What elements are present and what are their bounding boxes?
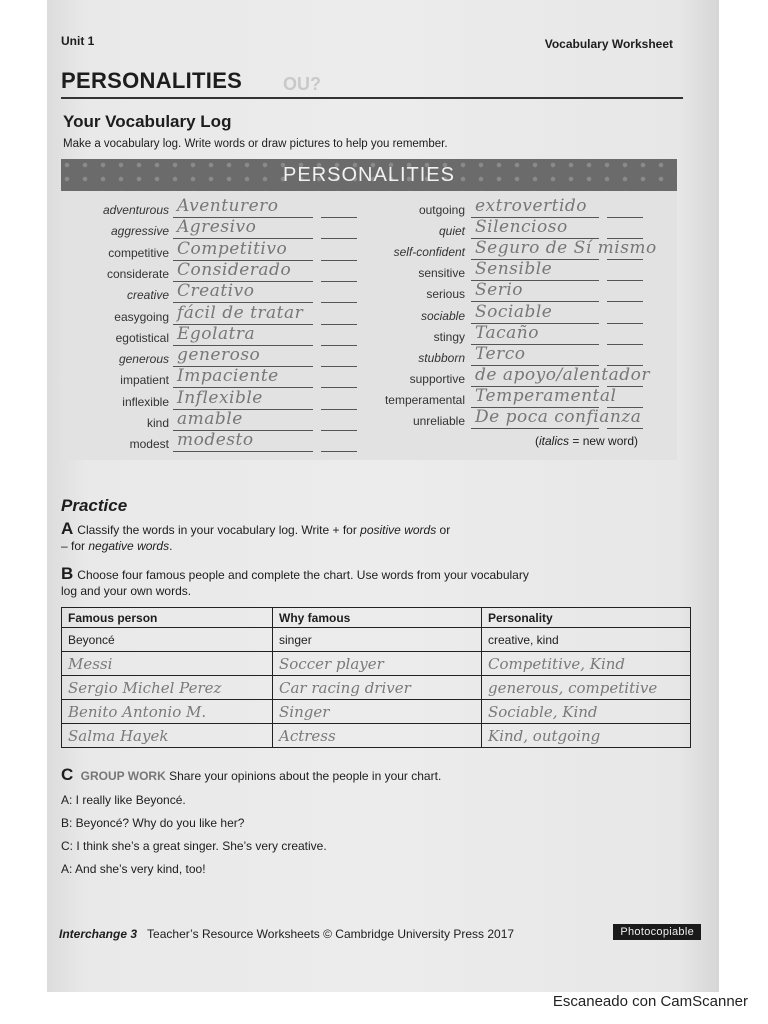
handwritten-answer: Terco — [475, 343, 526, 364]
vocab-log-instruction: Make a vocabulary log. Write words or draw pictures to help you remember. — [63, 138, 448, 150]
dialogue-line: A: I really like Beyoncé. — [61, 793, 186, 807]
chart-header-person: Famous person — [62, 608, 273, 628]
vocab-word: serious — [426, 287, 465, 302]
legend-prefix: ( — [535, 434, 539, 448]
unit-label: Unit 1 — [61, 34, 95, 48]
page-title: PERSONALITIES — [61, 68, 243, 93]
vocab-word: quiet — [438, 224, 465, 239]
vocab-row — [61, 301, 677, 326]
title-rule — [61, 97, 683, 99]
dialogue-line: A: And she’s very kind, too! — [61, 862, 206, 876]
exercise-c-letter: C — [61, 765, 74, 784]
chart-cell-why: Singer — [273, 700, 482, 724]
chart-row — [62, 700, 691, 724]
exercise-b-letter: B — [61, 564, 74, 583]
camscanner-watermark: Escaneado con CamScanner — [552, 993, 748, 1010]
worksheet-page — [47, 0, 719, 992]
vocab-word: easygoing — [114, 309, 169, 324]
exercise-b-text: Choose four famous people and complete the chart. Use words from your vocabulary log and your own words. — [61, 568, 529, 598]
exercise-a-text-3: – for — [61, 539, 89, 553]
vocab-word: sensitive — [418, 266, 465, 281]
vocab-word: self-confident — [393, 245, 465, 260]
handwritten-answer: Inflexible — [177, 387, 263, 408]
chart-cell-why: Actress — [273, 724, 482, 748]
handwritten-answer: Agresivo — [177, 217, 257, 238]
handwritten-answer: Serio — [475, 280, 524, 301]
vocab-banner: PERSONALITIES — [61, 159, 677, 191]
vocab-row — [61, 259, 677, 283]
dialogue-line: C: I think she’s a great singer. She’s very creative. — [61, 839, 327, 853]
photocopiable-badge: Photocopiable — [613, 924, 701, 940]
handwritten-answer: Temperamental — [475, 385, 617, 406]
vocab-word: competitive — [108, 245, 169, 260]
example-why: singer — [273, 628, 482, 652]
vocab-word: creative — [126, 288, 169, 303]
vocab-word: stubborn — [418, 350, 465, 365]
vocab-word: aggressive — [110, 224, 169, 239]
chart-cell-person: Messi — [62, 652, 273, 676]
vocab-log-heading: Your Vocabulary Log — [63, 112, 232, 131]
handwritten-answer: generoso — [177, 345, 261, 366]
handwritten-answer: Impaciente — [177, 366, 279, 387]
handwritten-answer: Tacaño — [475, 322, 539, 343]
chart-cell-why: Car racing driver — [273, 676, 482, 700]
chart-cell-personality: generous, competitive — [482, 676, 691, 700]
chart-cell-person: Benito Antonio M. — [62, 700, 273, 724]
vocab-word: supportive — [409, 371, 465, 386]
vocab-word: outgoing — [418, 203, 465, 217]
exercise-b — [61, 566, 541, 599]
vocab-word: unreliable — [412, 414, 465, 428]
chart-row — [62, 676, 691, 700]
vocab-row — [61, 238, 677, 262]
handwritten-answer: Competitivo — [177, 238, 288, 259]
chart-row — [62, 652, 691, 676]
handwritten-answer: Creativo — [177, 281, 255, 302]
negative-words-label: negative words — [88, 539, 170, 553]
vocab-row — [61, 280, 677, 304]
vocab-row — [61, 407, 677, 431]
vocab-word: sociable — [420, 308, 465, 323]
handwritten-answer: modesto — [177, 430, 254, 451]
vocab-word: adventurous — [102, 203, 169, 217]
chart-header-why: Why famous — [273, 608, 482, 628]
example-personality: creative, kind — [482, 628, 691, 652]
vocab-word: egotistical — [115, 330, 169, 345]
dialogue-line: B: Beyoncé? Why do you like her? — [61, 816, 245, 830]
practice-heading: Practice — [61, 496, 128, 515]
handwritten-answer: Considerado — [177, 259, 292, 280]
exercise-c — [61, 765, 441, 785]
legend-italic-word: italics — [539, 434, 570, 448]
chart-cell-person: Salma Hayek — [62, 724, 273, 748]
exercise-c-text: Share your opinions about the people in your chart. — [169, 769, 442, 783]
sign-line — [607, 259, 643, 260]
worksheet-type: Vocabulary Worksheet — [544, 37, 673, 51]
handwritten-answer: extrovertido — [475, 196, 588, 216]
footer-credit — [59, 927, 514, 941]
exercise-a-text-2: or — [436, 523, 451, 537]
famous-people-chart — [61, 607, 691, 748]
sign-line — [607, 323, 643, 324]
sign-line — [321, 451, 357, 452]
vocab-row — [61, 196, 677, 220]
answer-line — [173, 451, 313, 452]
vocab-word: temperamental — [384, 392, 465, 407]
handwritten-answer: De poca confianza — [475, 407, 642, 427]
vocab-word: impatient — [120, 373, 169, 388]
handwritten-answer: Silencioso — [475, 217, 568, 238]
handwritten-answer: amable — [177, 409, 243, 429]
vocab-log-box — [61, 191, 677, 460]
handwritten-answer: Aventurero — [177, 196, 279, 216]
credit-text: Teacher’s Resource Worksheets © Cambridge University Press 2017 — [147, 927, 515, 941]
chart-cell-why: Soccer player — [273, 652, 482, 676]
exercise-a-letter: A — [61, 519, 74, 538]
chart-cell-personality: Competitive, Kind — [482, 652, 691, 676]
chart-example-row — [62, 628, 691, 652]
exercise-a-text-4: . — [169, 539, 173, 553]
chart-row — [62, 724, 691, 748]
chart-cell-person: Sergio Michel Perez — [62, 676, 273, 700]
chart-header-row — [62, 608, 691, 628]
chart-header-personality: Personality — [482, 608, 691, 628]
handwritten-answer: Sociable — [475, 301, 553, 322]
sign-line — [607, 217, 643, 218]
exercise-a — [61, 521, 531, 554]
vocab-word: kind — [146, 416, 169, 430]
sign-line — [607, 428, 643, 429]
book-name: Interchange 3 — [59, 927, 138, 941]
handwritten-answer: de apoyo/alentador — [475, 364, 650, 385]
handwritten-answer: Sensible — [475, 259, 553, 280]
vocab-word: stingy — [433, 329, 465, 344]
example-person: Beyoncé — [62, 628, 273, 652]
vocab-word: generous — [118, 352, 169, 367]
answer-line — [471, 428, 599, 429]
chart-cell-personality: Sociable, Kind — [482, 700, 691, 724]
vocab-word: considerate — [106, 266, 169, 281]
sign-line — [607, 280, 643, 281]
italics-legend — [535, 434, 638, 448]
positive-words-label: positive words — [360, 523, 437, 537]
handwritten-answer: fácil de tratar — [177, 302, 304, 323]
vocab-word: inflexible — [122, 394, 169, 409]
vocab-row — [61, 322, 677, 347]
exercise-a-text-1: Classify the words in your vocabulary log. Write + for — [77, 523, 361, 537]
group-work-label: GROUP WORK — [80, 769, 166, 783]
legend-suffix: = new word) — [569, 434, 639, 448]
vocab-word: modest — [129, 437, 169, 452]
bleed-through-text: OU? — [283, 74, 321, 94]
sign-line — [607, 301, 643, 302]
handwritten-answer: Egolatra — [177, 323, 256, 344]
sign-line — [607, 344, 643, 345]
handwritten-answer: Seguro de Sí mismo — [475, 238, 657, 259]
chart-cell-personality: Kind, outgoing — [482, 724, 691, 748]
